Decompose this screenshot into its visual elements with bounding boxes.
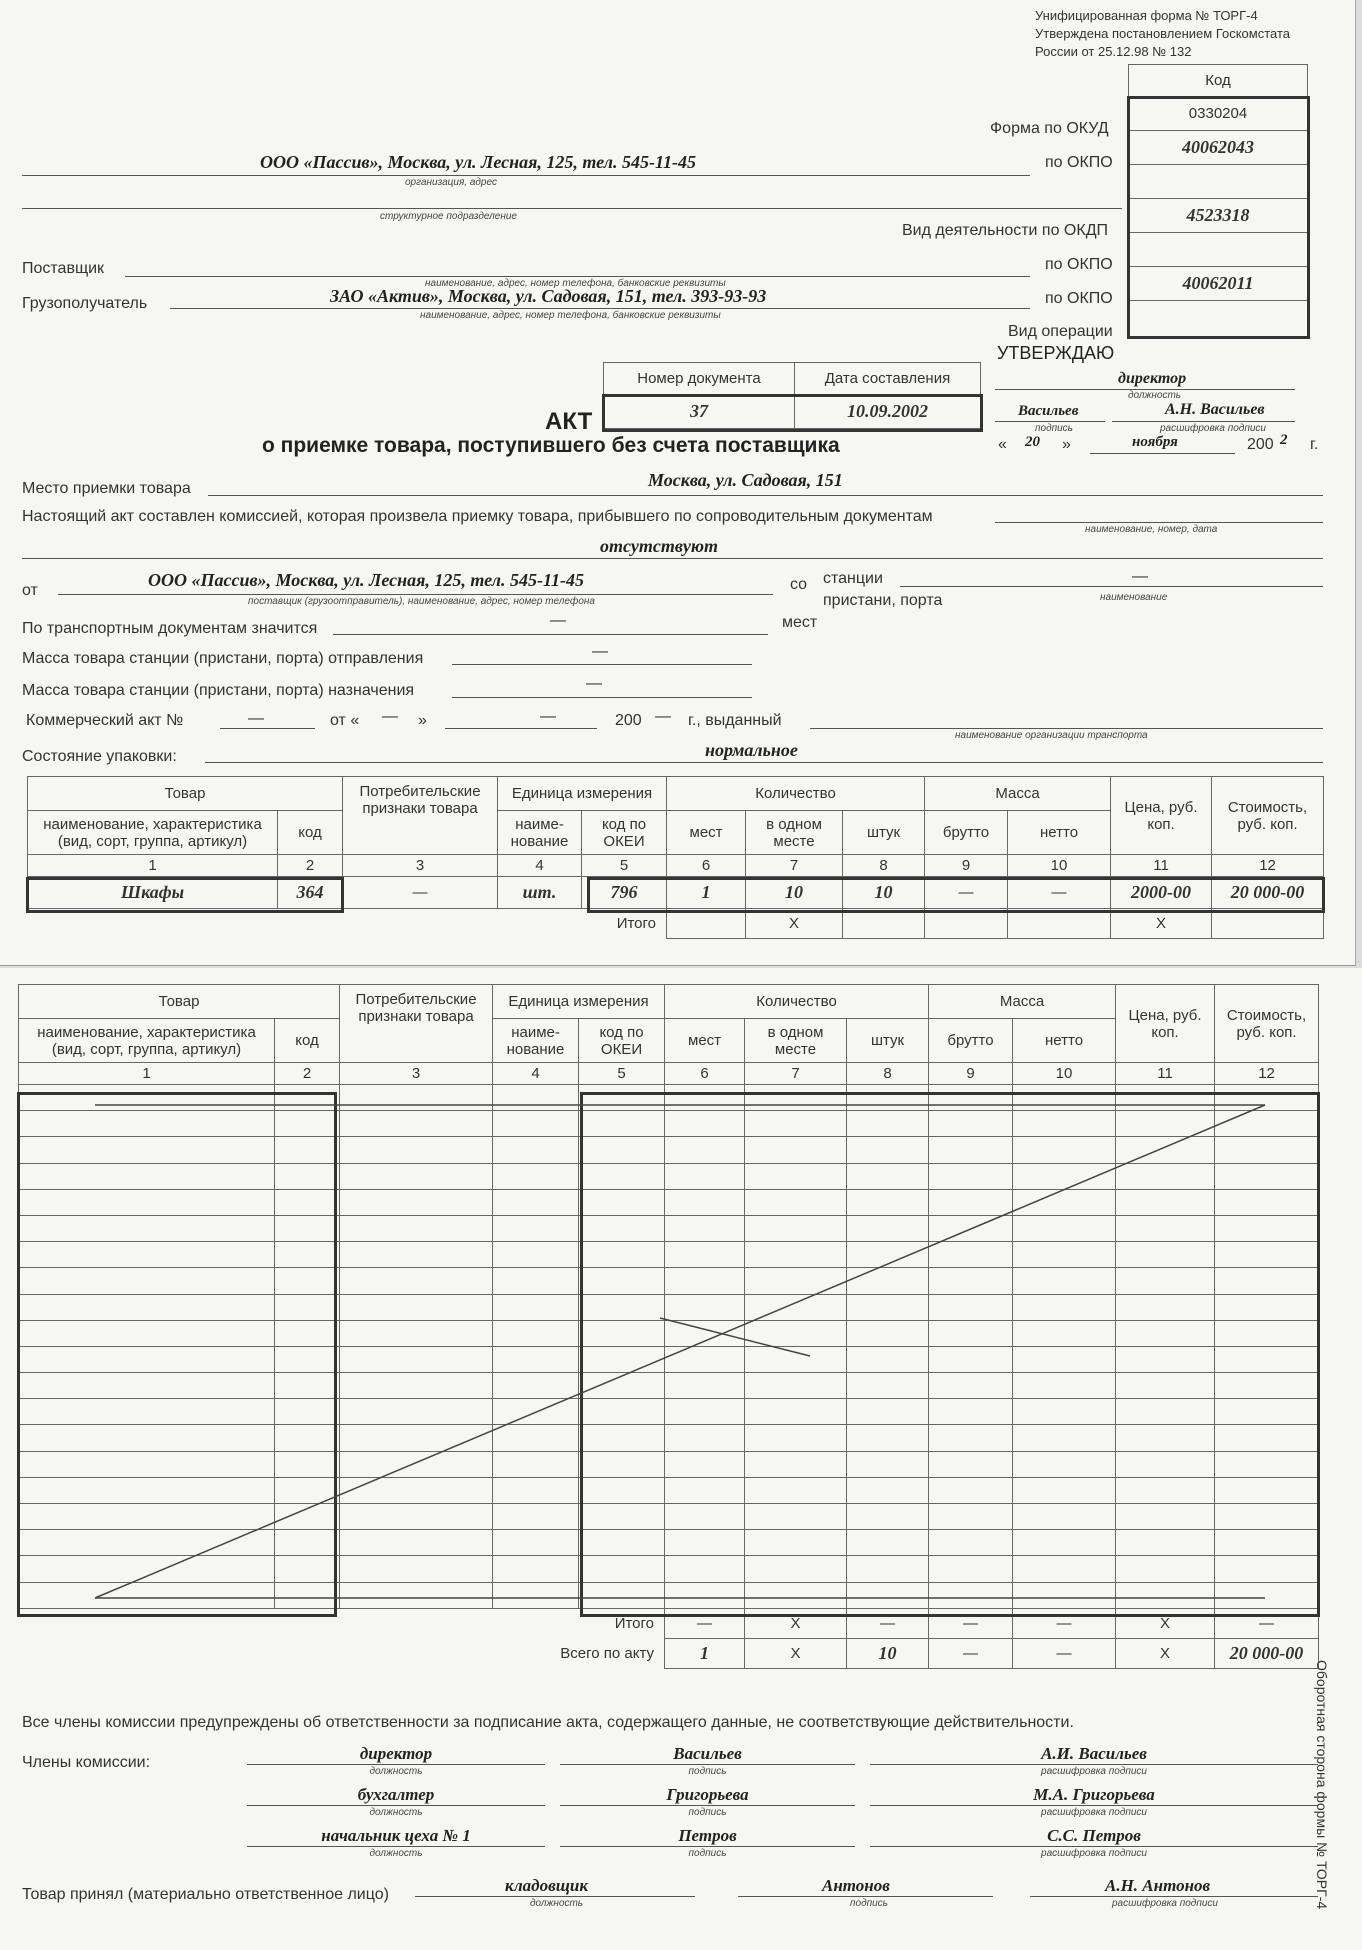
- th-mass: Масса: [925, 777, 1111, 811]
- places-label: мест: [782, 614, 818, 631]
- total-cell: —: [1215, 1608, 1319, 1638]
- from-line: [58, 594, 773, 595]
- code-title: Код: [1129, 65, 1308, 97]
- grand-cell: X: [1116, 1638, 1215, 1668]
- supplier-line: [125, 276, 1030, 277]
- place-line: [208, 495, 1323, 496]
- cell-okei: 796: [582, 877, 667, 909]
- approval-name-line: [1112, 421, 1295, 422]
- form-title-line2: Утверждена постановлением Госкомстата: [1035, 26, 1291, 41]
- pack-value: нормальное: [705, 740, 798, 760]
- th-goods-name: наименование, характеристика (вид, сорт, группа, артикул): [28, 811, 278, 855]
- th-unit-name: наиме-нование: [498, 811, 582, 855]
- total-cell: X: [1111, 909, 1212, 939]
- col-num: 6: [665, 1063, 745, 1085]
- member-position-caption: должность: [369, 1807, 423, 1818]
- consignee-okpo-code: 40062011: [1129, 267, 1308, 301]
- okdp-label: Вид деятельности по ОКДП: [902, 222, 1109, 239]
- cell-price: 2000-00: [1111, 877, 1212, 909]
- cell-gross: —: [925, 877, 1008, 909]
- doc-number: 37: [604, 395, 795, 429]
- act-subtitle: о приемке товара, поступившего без счета поставщика: [262, 434, 840, 457]
- member-name-line: [870, 1846, 1318, 1847]
- approval-signature: Васильев: [1018, 403, 1079, 419]
- pack-line: [205, 762, 1323, 763]
- cell-consumer: —: [343, 877, 498, 909]
- th-goods-name: наименование, характеристика (вид, сорт, группа, артикул): [19, 1019, 275, 1063]
- mass-dep-label: Масса товара станции (пристани, порта) отправления: [22, 650, 424, 667]
- member-name: С.С. Петров: [1047, 1826, 1141, 1845]
- receiver-name-line: [1030, 1896, 1318, 1897]
- th-unit: Единица измерения: [498, 777, 667, 811]
- member-signature-caption: подпись: [688, 1848, 727, 1859]
- okud-label: Форма по ОКУД: [990, 120, 1109, 137]
- member-name: М.А. Григорьева: [1033, 1785, 1155, 1804]
- form-front-side: [0, 0, 1356, 966]
- transport-value: —: [550, 612, 566, 629]
- place-value: Москва, ул. Садовая, 151: [648, 470, 843, 490]
- member-signature: Петров: [678, 1826, 737, 1845]
- member-signature-caption: подпись: [688, 1766, 727, 1777]
- col-num: 1: [19, 1063, 275, 1085]
- comm-issued-line: [810, 728, 1323, 729]
- from-value: ООО «Пассив», Москва, ул. Лесная, 125, тел. 545-11-45: [148, 570, 584, 590]
- total-cell: [925, 909, 1008, 939]
- cell-pieces: 10: [843, 877, 925, 909]
- approval-quote-close: »: [1062, 436, 1071, 453]
- transport-line: [333, 634, 768, 635]
- total-cell: [667, 909, 746, 939]
- okud-code: 0330204: [1129, 97, 1308, 131]
- grand-cell: 1: [665, 1638, 745, 1668]
- col-num: 12: [1212, 855, 1324, 877]
- total-cell: X: [1116, 1608, 1215, 1638]
- col-num: 5: [579, 1063, 665, 1085]
- member-position: бухгалтер: [357, 1785, 435, 1804]
- total-cell: [1212, 909, 1324, 939]
- transport-org-caption: наименование организации транспорта: [955, 730, 1148, 741]
- pack-label: Состояние упаковки:: [22, 748, 177, 765]
- consignee-label: Грузополучатель: [22, 295, 148, 312]
- col-num: 9: [929, 1063, 1013, 1085]
- grand-cell: —: [929, 1638, 1013, 1668]
- th-net: нетто: [1008, 811, 1111, 855]
- total-cell: —: [847, 1608, 929, 1638]
- okpo-code: 40062043: [1129, 131, 1308, 165]
- consignee-okpo-label: по ОКПО: [1045, 290, 1113, 307]
- grand-cell: 20 000-00: [1215, 1638, 1319, 1668]
- doc-number-label: Номер документа: [604, 363, 795, 395]
- receiver-name-caption: расшифровка подписи: [1112, 1898, 1218, 1909]
- total-cell: X: [745, 1608, 847, 1638]
- consignee-line: [170, 308, 1030, 309]
- grand-total-label: Всего по акту: [560, 1644, 655, 1662]
- receiver-position: кладовщик: [505, 1876, 588, 1895]
- col-num: 8: [843, 855, 925, 877]
- column-numbers-row: [28, 855, 1324, 877]
- receiver-signature-line: [738, 1896, 993, 1897]
- col-num: 10: [1008, 855, 1111, 877]
- comm-from-label: от «: [330, 712, 360, 729]
- member-signature-caption: подпись: [688, 1807, 727, 1818]
- mass-dst-line: [452, 697, 752, 698]
- approval-signature-line: [995, 421, 1105, 422]
- approval-position-caption: должность: [1128, 390, 1182, 401]
- consignee-caption: наименование, адрес, номер телефона, банковские реквизиты: [420, 310, 721, 321]
- comm-act-label: Коммерческий акт №: [26, 712, 184, 729]
- member-name-caption: расшифровка подписи: [1041, 1848, 1147, 1859]
- station-value: —: [1132, 568, 1148, 585]
- mass-dep-value: —: [592, 643, 608, 660]
- cell-net: —: [1008, 877, 1111, 909]
- dept-caption: структурное подразделение: [380, 211, 517, 222]
- operation-label: Вид операции: [1008, 323, 1113, 340]
- organization-value: ООО «Пассив», Москва, ул. Лесная, 125, тел. 545-11-45: [260, 152, 696, 172]
- member-position-caption: должность: [369, 1766, 423, 1777]
- docs-line: [995, 522, 1323, 523]
- comm-issued-label: г., выданный: [688, 712, 782, 729]
- member-signature-line: [560, 1846, 855, 1847]
- col-num: 1: [28, 855, 278, 877]
- approval-year-suffix: г.: [1310, 436, 1319, 453]
- docs-value-line: [22, 558, 1323, 559]
- mass-dep-line: [452, 664, 752, 665]
- col-num: 8: [847, 1063, 929, 1085]
- th-cost: Стоимость, руб. коп.: [1215, 985, 1319, 1063]
- comm-from-close: »: [418, 712, 427, 729]
- approval-year-prefix: 200: [1247, 436, 1274, 453]
- member-signature-line: [560, 1764, 855, 1765]
- members-label: Члены комиссии:: [22, 1754, 151, 1771]
- col-num: 7: [746, 855, 843, 877]
- supplier-okpo-label: по ОКПО: [1045, 256, 1113, 273]
- th-places: мест: [667, 811, 746, 855]
- th-per-place: в одном месте: [745, 1019, 847, 1063]
- total-label: Итого: [614, 1615, 655, 1632]
- th-mass: Масса: [929, 985, 1116, 1019]
- comm-year-value: —: [655, 708, 671, 725]
- reverse-side-note: Оборотная сторона формы № ТОРГ-4: [1314, 1660, 1330, 1910]
- mass-dst-value: —: [586, 675, 602, 692]
- okdp-code: 4523318: [1129, 199, 1308, 233]
- th-net: нетто: [1013, 1019, 1116, 1063]
- th-gross: брутто: [925, 811, 1008, 855]
- grand-cell: 10: [847, 1638, 929, 1668]
- th-code: код: [275, 1019, 340, 1063]
- comm-from-day: —: [382, 708, 398, 725]
- member-name-line: [870, 1805, 1318, 1806]
- mass-dst-label: Масса товара станции (пристани, порта) назначения: [22, 682, 415, 699]
- member-position-line: [247, 1764, 545, 1765]
- col-num: 12: [1215, 1063, 1319, 1085]
- member-position: начальник цеха № 1: [321, 1826, 471, 1845]
- comm-year-label: 200: [615, 712, 642, 729]
- comm-act-line: [220, 728, 315, 729]
- th-price: Цена, руб. коп.: [1116, 985, 1215, 1063]
- station-line: [900, 586, 1323, 587]
- th-gross: брутто: [929, 1019, 1013, 1063]
- approval-month: ноября: [1132, 434, 1178, 450]
- th-pieces: штук: [847, 1019, 929, 1063]
- col-num: 2: [275, 1063, 340, 1085]
- member-position-caption: должность: [369, 1848, 423, 1859]
- form-title-line3: России от 25.12.98 № 132: [1035, 44, 1192, 59]
- approval-day: 20: [1025, 434, 1040, 450]
- total-cell: X: [746, 909, 843, 939]
- th-qty: Количество: [667, 777, 925, 811]
- th-code: код: [278, 811, 343, 855]
- th-price: Цена, руб. коп.: [1111, 777, 1212, 855]
- approval-name-caption: расшифровка подписи: [1160, 423, 1266, 434]
- member-name-caption: расшифровка подписи: [1041, 1807, 1147, 1818]
- dept-line: [22, 208, 1122, 209]
- receiver-position-line: [415, 1896, 695, 1897]
- th-unit: Единица измерения: [493, 985, 665, 1019]
- member-name: А.И. Васильев: [1041, 1744, 1147, 1763]
- th-places: мест: [665, 1019, 745, 1063]
- col-num: 10: [1013, 1063, 1116, 1085]
- cell-unit-name: шт.: [498, 877, 582, 909]
- col-num: 3: [343, 855, 498, 877]
- okpo-label: по ОКПО: [1045, 154, 1113, 171]
- member-signature: Васильев: [673, 1744, 742, 1763]
- station-caption: наименование: [1100, 592, 1168, 603]
- station-label: станции: [823, 570, 883, 587]
- doc-date-label: Дата составления: [795, 363, 981, 395]
- total-cell: —: [665, 1608, 745, 1638]
- from-caption: поставщик (грузоотправитель), наименование, адрес, номер телефона: [248, 596, 595, 607]
- document-number-border: [602, 394, 983, 432]
- approval-year-digit: 2: [1280, 432, 1288, 448]
- act-title: АКТ: [545, 408, 593, 435]
- member-position-line: [247, 1805, 545, 1806]
- form-back-side: [0, 968, 1362, 1950]
- th-per-place: в одном месте: [746, 811, 843, 855]
- th-unit-name: наиме-нование: [493, 1019, 579, 1063]
- goods-table-front: [27, 776, 1324, 939]
- col-num: 11: [1116, 1063, 1215, 1085]
- from-label: от: [22, 582, 38, 599]
- th-unit-okei: код по ОКЕИ: [582, 811, 667, 855]
- cell-places: 1: [667, 877, 746, 909]
- doc-date: 10.09.2002: [795, 395, 981, 429]
- docs-value: отсутствуют: [600, 536, 719, 556]
- cell-goods-name: Шкафы: [28, 877, 278, 909]
- th-pieces: штук: [843, 811, 925, 855]
- total-label: Итого: [616, 915, 657, 933]
- approval-name: А.Н. Васильев: [1165, 401, 1265, 418]
- cell-code: 364: [278, 877, 343, 909]
- col-num: 5: [582, 855, 667, 877]
- member-position: директор: [359, 1744, 433, 1763]
- commission-text: Настоящий акт составлен комиссией, которая произвела приемку товара, прибывшего по сопроводительным документам: [22, 508, 933, 525]
- th-consumer: Потребительские признаки товара: [340, 985, 493, 1063]
- supplier-label: Поставщик: [22, 260, 105, 277]
- total-cell: —: [1013, 1608, 1116, 1638]
- consignee-value: ЗАО «Актив», Москва, ул. Садовая, 151, тел. 393-93-93: [330, 286, 767, 306]
- comm-from-month: —: [540, 708, 556, 725]
- receiver-position-caption: должность: [530, 1898, 584, 1909]
- col-num: 4: [493, 1063, 579, 1085]
- col-num: 4: [498, 855, 582, 877]
- commission-warning: Все члены комиссии предупреждены об ответственности за подписание акта, содержащего данные, не соответствующие действительности.: [22, 1714, 1074, 1731]
- approve-label: УТВЕРЖДАЮ: [997, 343, 1115, 363]
- receiver-name: А.Н. Антонов: [1105, 1876, 1211, 1895]
- col-num: 7: [745, 1063, 847, 1085]
- approval-signature-caption: подпись: [1035, 423, 1073, 434]
- th-qty: Количество: [665, 985, 929, 1019]
- cell-cost: 20 000-00: [1212, 877, 1324, 909]
- transport-label: По транспортным документам значится: [22, 620, 318, 637]
- member-signature: Григорьева: [666, 1785, 749, 1804]
- row-border-left: [26, 877, 344, 913]
- organization-line: [22, 175, 1030, 176]
- grand-cell: X: [745, 1638, 847, 1668]
- approval-month-line: [1090, 453, 1235, 454]
- comm-month-line: [445, 728, 597, 729]
- place-label: Место приемки товара: [22, 480, 191, 497]
- th-goods: Товар: [28, 777, 343, 811]
- receiver-label: Товар принял (материально ответственное лицо): [22, 1886, 389, 1903]
- code-box-border: [1127, 96, 1310, 339]
- member-name-line: [870, 1764, 1318, 1765]
- strike-out-lines: [0, 968, 1362, 1668]
- organization-caption: организация, адрес: [405, 177, 497, 188]
- from-co: со: [790, 576, 808, 593]
- comm-act-value: —: [248, 710, 264, 727]
- receiver-signature: Антонов: [822, 1876, 890, 1895]
- col-num: 9: [925, 855, 1008, 877]
- th-goods: Товар: [19, 985, 340, 1019]
- receiver-signature-caption: подпись: [850, 1898, 888, 1909]
- docs-caption: наименование, номер, дата: [1085, 524, 1218, 535]
- col-num: 11: [1111, 855, 1212, 877]
- th-cost: Стоимость, руб. коп.: [1212, 777, 1324, 855]
- col-num: 2: [278, 855, 343, 877]
- member-signature-line: [560, 1805, 855, 1806]
- approval-position: директор: [1118, 370, 1187, 387]
- member-position-line: [247, 1846, 545, 1847]
- total-row-front: [28, 909, 1324, 939]
- total-cell: —: [929, 1608, 1013, 1638]
- member-name-caption: расшифровка подписи: [1041, 1766, 1147, 1777]
- total-cell: [843, 909, 925, 939]
- supplier-caption: наименование, адрес, номер телефона, банковские реквизиты: [425, 278, 726, 289]
- grand-cell: —: [1013, 1638, 1116, 1668]
- th-unit-okei: код по ОКЕИ: [579, 1019, 665, 1063]
- col-num: 6: [667, 855, 746, 877]
- approval-quote-open: «: [998, 436, 1007, 453]
- row-border-right: [587, 877, 1325, 913]
- col-num: 3: [340, 1063, 493, 1085]
- th-consumer: Потребительские признаки товара: [343, 777, 498, 855]
- form-title-line1: Унифицированная форма № ТОРГ-4: [1035, 8, 1258, 23]
- pier-label: пристани, порта: [823, 592, 943, 609]
- cell-per-place: 10: [746, 877, 843, 909]
- total-cell: [1008, 909, 1111, 939]
